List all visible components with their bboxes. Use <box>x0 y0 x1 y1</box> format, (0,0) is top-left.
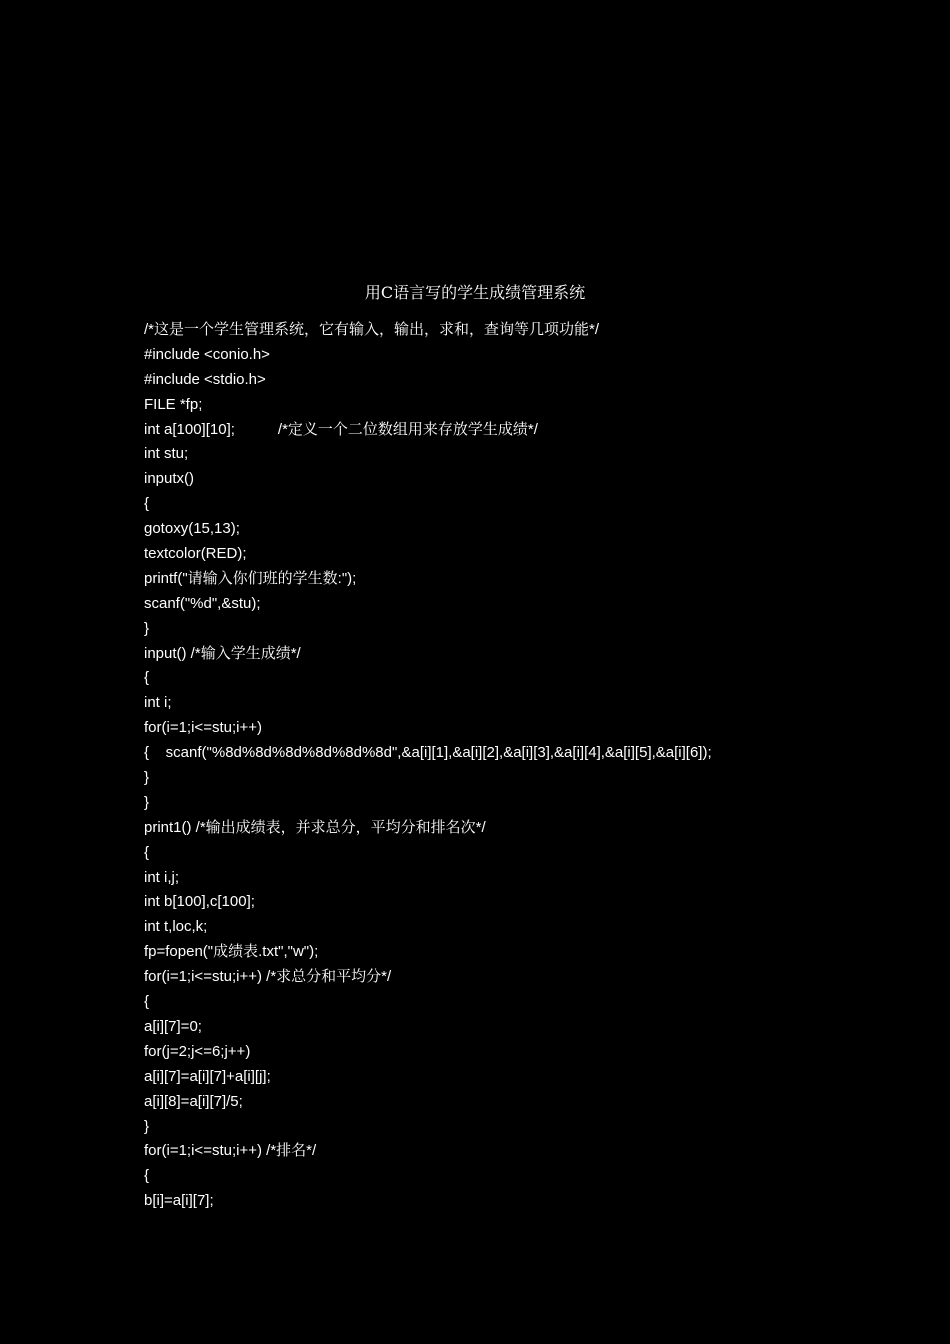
code-line-textcolor: textcolor(RED); <box>144 545 247 563</box>
code-line-scanf-stu: scanf("%d",&stu); <box>144 594 261 612</box>
code-line-brace: } <box>144 793 150 811</box>
document-title: 用C语言写的学生成绩管理系统 <box>364 283 586 302</box>
code-line-brace: } <box>144 769 150 787</box>
code-line-for-rank: for(i=1;i<=stu;i++) /*排名*/ <box>144 1142 317 1160</box>
code-line-copy-total: b[i]=a[i][7]; <box>144 1192 214 1210</box>
code-line-brace: } <box>144 619 150 637</box>
code-line-brace: { <box>144 1167 150 1185</box>
code-line-stu-decl: int stu; <box>144 445 189 463</box>
code-line-include-stdio: #include <stdio.h> <box>144 370 266 388</box>
code-line-average: a[i][8]=a[i][7]/5; <box>144 1092 243 1110</box>
code-line-int-tlock: int t,loc,k; <box>144 918 208 936</box>
code-line-gotoxy: gotoxy(15,13); <box>144 520 240 538</box>
code-line-int-ij: int i,j; <box>144 868 180 886</box>
code-line-accumulate: a[i][7]=a[i][7]+a[i][j]; <box>144 1067 271 1085</box>
code-line-int-bc: int b[100],c[100]; <box>144 893 255 911</box>
code-line-for-j: for(j=2;j<=6;j++) <box>144 1042 251 1060</box>
code-line-int-i: int i; <box>144 694 172 712</box>
code-line-input-func: input() /*输入学生成绩*/ <box>144 644 301 662</box>
code-array-comment: /*定义一个二位数组用来存放学生成绩*/ <box>277 420 538 438</box>
code-line-brace: { <box>144 669 150 687</box>
code-listing <box>144 318 934 1214</box>
code-line-for-loop: for(i=1;i<=stu;i++) <box>144 719 262 737</box>
code-line-comment-intro: /*这是一个学生管理系统，它有输入，输出，求和，查询等几项功能*/ <box>144 321 600 338</box>
code-line-brace: { <box>144 843 150 861</box>
code-line-array-decl <box>144 418 934 443</box>
code-line-brace: } <box>144 1117 150 1135</box>
code-line-for-total: for(i=1;i<=stu;i++) /*求总分和平均分*/ <box>144 968 392 986</box>
code-array-declaration: int a[100][10]; <box>144 420 235 438</box>
code-line-brace: { <box>144 495 150 513</box>
code-line-include-conio: #include <conio.h> <box>144 345 270 363</box>
code-line-inputx-func: inputx() <box>144 470 195 488</box>
code-line-print1-func: print1() /*输出成绩表，并求总分，平均分和排名次*/ <box>144 818 486 836</box>
code-line-reset-total: a[i][7]=0; <box>144 1017 202 1035</box>
code-line-file-pointer: FILE *fp; <box>144 395 203 413</box>
code-line-printf: printf("请输入你们班的学生数:"); <box>144 569 357 587</box>
code-line-scanf-scores: { scanf("%8d%8d%8d%8d%8d%8d",&a[i][1],&a[i][2],&a[i][3],&a[i][4],&a[i][5],&a[i][6]); <box>144 744 712 762</box>
code-line-fopen: fp=fopen("成绩表.txt","w"); <box>144 943 319 961</box>
code-line-brace: { <box>144 993 150 1011</box>
